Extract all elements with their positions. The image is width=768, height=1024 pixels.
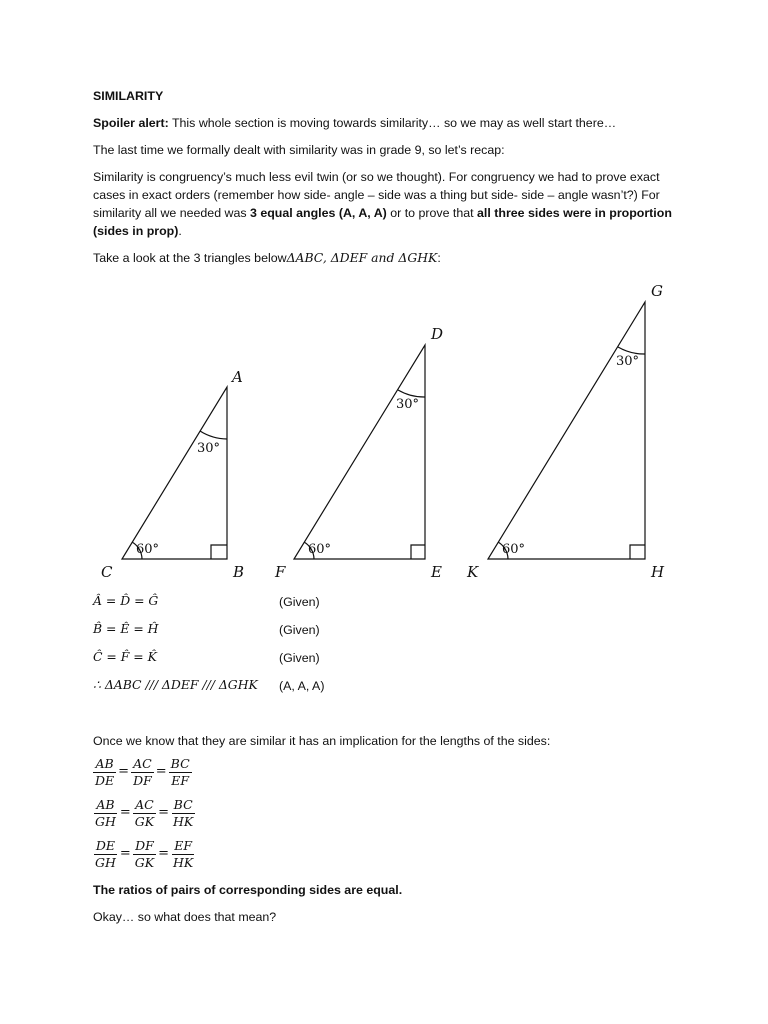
triangle-abc	[122, 387, 227, 559]
intro-paragraph: Similarity is congruency’s much less evil twin (or so we thought). For congruency we had to prove exact cases in exact orders (remember how side- angle – side was a thing but side- side – angle wasn’t?) For similarity all we needed was 3 equal angles (A, A, A) or to prove that all three sides were in proportion (sides in prop).	[93, 170, 672, 238]
reason-given-1: (Given)	[279, 595, 320, 609]
question-text: Okay… so what does that mean?	[93, 910, 277, 924]
right-angle-mark-e	[411, 545, 425, 559]
angle-arc-d	[398, 390, 425, 397]
vertex-label-a: A	[232, 368, 243, 386]
statement-similar-triangles: ∴ ΔABC /// ΔDEF /// ΔGHK	[93, 677, 258, 692]
spoiler-text: This whole section is moving towards similarity… so we may as well start there…	[168, 116, 617, 130]
vertex-label-k: K	[467, 563, 479, 581]
triangle-names: ΔABC, ΔDEF and ΔGHK	[286, 250, 438, 265]
fraction: $\frac{DE}{GH}$	[95, 838, 116, 871]
vertex-label-h: H	[651, 563, 665, 581]
vertex-label-d: D	[431, 325, 444, 343]
angle-arc-g	[618, 347, 645, 354]
fraction: $\frac{BC}{EF}$	[170, 756, 190, 789]
fraction: $\frac{BC}{HK}$	[173, 797, 194, 830]
right-angle-mark-h	[630, 545, 645, 559]
vertex-label-b: B	[233, 563, 245, 581]
angle-label-a-30: 30°	[197, 441, 221, 456]
triangle-def	[294, 345, 425, 559]
recap-paragraph: The last time we formally dealt with similarity was in grade 9, so let’s recap:	[93, 143, 505, 157]
fraction: $\frac{DF}{GK}$	[134, 838, 155, 871]
statement-angles-adg: Â = D̂ = Ĝ	[93, 593, 159, 608]
section-heading: SIMILARITY	[93, 89, 164, 103]
triangles-intro-line: Take a look at the 3 triangles belowΔABC, ΔDEF and ΔGHK:	[93, 250, 441, 265]
ratio-row-def-ghk: $\frac{DE}{GH}$ = $\frac{DF}{GK}$ = $\frac{EF}{HK}$	[95, 838, 194, 871]
angle-label-k-60: 60°	[502, 542, 526, 557]
angle-label-g-30: 30°	[616, 354, 640, 369]
fraction: $\frac{AC}{DF}$	[133, 756, 152, 789]
right-angle-mark-b	[211, 545, 227, 559]
angle-label-f-60: 60°	[308, 542, 332, 557]
vertex-label-c: C	[101, 563, 113, 581]
ratio-row-abc-ghk: $\frac{AB}{GH}$ = $\frac{AC}{GK}$ = $\frac{BC}{HK}$	[95, 797, 194, 830]
vertex-label-e: E	[431, 563, 442, 581]
fraction: $\frac{AB}{GH}$	[95, 797, 116, 830]
angle-label-c-60: 60°	[136, 542, 160, 557]
reason-aaa: (A, A, A)	[279, 679, 325, 693]
statement-angles-cfk: Ĉ = F̂ = K̂	[93, 649, 157, 664]
statement-angles-beh: B̂ = Ê = Ĥ	[93, 621, 159, 636]
reason-given-3: (Given)	[279, 651, 320, 665]
angle-arc-a	[200, 431, 227, 439]
ratio-row-abc-def: $\frac{AB}{DE}$ = $\frac{AC}{DF}$ = $\frac{BC}{EF}$	[95, 756, 190, 789]
implication-text: Once we know that they are similar it has an implication for the lengths of the sides:	[93, 734, 551, 748]
vertex-label-g: G	[651, 282, 663, 300]
vertex-label-f: F	[275, 563, 286, 581]
spoiler-label: Spoiler alert:	[93, 116, 169, 130]
reason-given-2: (Given)	[279, 623, 320, 637]
fraction: $\frac{EF}{HK}$	[173, 838, 194, 871]
fraction: $\frac{AB}{DE}$	[95, 756, 115, 789]
angle-label-d-30: 30°	[396, 397, 420, 412]
conclusion-text: The ratios of pairs of corresponding sides are equal.	[93, 883, 403, 897]
fraction: $\frac{AC}{GK}$	[134, 797, 155, 830]
triangle-ghk	[488, 302, 645, 559]
